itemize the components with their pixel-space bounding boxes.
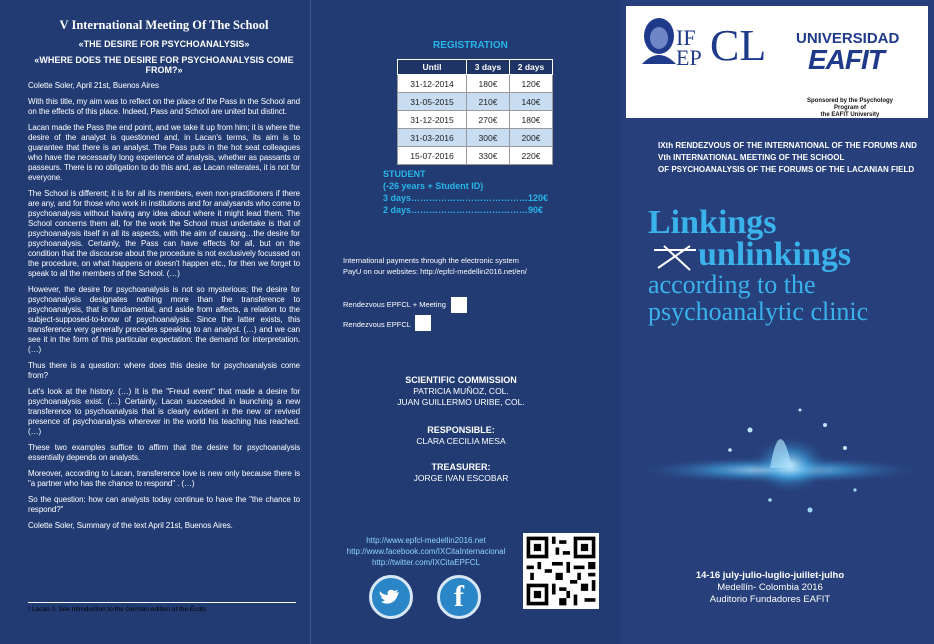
table-row: [398, 129, 553, 147]
cell: 31-12-2015: [398, 111, 467, 129]
cell: 180€: [467, 75, 510, 93]
member-name: PATRICIA MUÑOZ, COL.: [413, 386, 509, 396]
paragraph: The School is different; it is for all its members, even non-practitioners if there are any, and for those who work in institutions and for analysands who come to psychoanalysis without having any idea about where it might lead them. The School concerns them all, for the work the School must undertake is that of psychoanalysis itself in all its aspects, with the aim of causing…the desire for psychoanalysis. Certainly, the Pass can have effects for all, but on the condition that the discourse about the procedure is not exclusively focussed on the procedure, on what happens or doesn't happen etc., for then we forget to speak to all the members of the School. (…): [28, 189, 300, 278]
university-brand: EAFIT: [808, 44, 884, 75]
cell: 31-03-2016: [398, 129, 467, 147]
headline-line-3: according to the: [648, 270, 816, 299]
subtitle-2: «WHERE DOES THE DESIRE FOR PSYCHOANALYSIS COME FROM?»: [34, 55, 294, 75]
student-pricing: [383, 168, 548, 216]
panel-title: V International Meeting Of The School: [59, 18, 269, 32]
paragraph: Lacan made the Pass the end point, and we take it up from him; it is where the desire of the analyst is questioned and, in Lacan's terms, its aim is to guarantee that there is an analyst. The Pass puts in the hot seat colleagues who have the necessarily long experience of analysis, whether as passants or passeurs. There is no obligation to do this and, as Lacan reiterates, it is not for everyone.: [28, 123, 300, 182]
table-row: [398, 93, 553, 111]
event-dates: 14-16 july-julio-luglio-juillet-julho: [695, 570, 845, 581]
student-2days: 2 days…………………………………90€: [383, 205, 544, 215]
footnote: ¹ Lacan J. See Introduction to the German edition of the Écrits: [28, 606, 207, 613]
table-row: [398, 147, 553, 165]
sponsor-note: [790, 98, 910, 119]
twitter-icon[interactable]: [369, 575, 413, 619]
section-heading: RESPONSIBLE:: [427, 425, 495, 435]
footnote-divider: [28, 602, 296, 603]
event-line: OF PSYCHOANALYSIS OF THE FORUMS OF THE LACANIAN FIELD: [658, 165, 915, 174]
checkbox-rendezvous[interactable]: [415, 315, 431, 331]
event-city: Medellín- Colombia 2016: [717, 582, 823, 593]
paragraph: With this title, my aim was to reflect on the place of the Pass in the School and on the effects of this place. Indeed, Pass and School are united but distinct.: [28, 97, 300, 116]
event-description: [658, 140, 917, 176]
treasurer: [361, 462, 561, 484]
portrait-logo-icon: [638, 16, 680, 64]
paragraph: These two examples suffice to affirm that the desire for psychoanalysis essentially depends on analysts.: [28, 443, 300, 462]
website-link[interactable]: http://www.epfcl-medellin2016.net: [366, 536, 486, 545]
epfcl-logo: [676, 25, 702, 70]
text-panel: [0, 0, 310, 644]
headline-linkings: Linkings: [648, 204, 777, 241]
sponsor-line: Program of: [833, 105, 866, 111]
registration-table: [397, 59, 553, 165]
responsible: [361, 425, 561, 447]
paragraph: However, the desire for psychoanalysis is not so mysterious; the desire for psychoanalysis designates nothing more than the transference to psychoanalysis, that is fundamental, and aside from affects, a relation to the subject-supposed-to-know of psychoanalysis. Since the latter exists, this transference very generally precedes speaking to an analyst. (…) and we can see it in the form of this particular expectation: the demand for interpretation. (…): [28, 285, 300, 354]
paragraph: Let's look at the history. (…) It is the "Freud event" that made a desire for psychoanalysis exist. (…) Certainly, Lacan succeeded in launching a new transference to psychoanalysis that is clearly evident in the new or revived presence of psychoanalysis wherever in the world his teaching has reached. (…): [28, 387, 300, 436]
paragraph: Thus there is a question: where does this desire for psychoanalysis come from?: [28, 361, 300, 380]
member-name: CLARA CECILIA MESA: [416, 436, 506, 446]
paragraph: So the question: how can analysts today continue to have the "the chance to respond?": [28, 495, 300, 514]
section-heading: TREASURER:: [431, 462, 491, 472]
logo-ep: EP: [676, 45, 702, 70]
cell: 300€: [467, 129, 510, 147]
scientific-commission: [361, 375, 561, 408]
registration-title: REGISTRATION: [433, 40, 508, 51]
subtitle-1: «THE DESIRE FOR PSYCHOANALYSIS»: [78, 39, 250, 49]
col-header: 2 days: [510, 60, 553, 75]
student-title: STUDENT: [383, 169, 426, 179]
facebook-link[interactable]: http://www.facebook.com/IXCitaInternacional: [346, 547, 506, 556]
headline-unlinkings: unlinkings: [698, 236, 852, 273]
option-label-rendezvous: Rendezvous EPFCL: [343, 320, 411, 329]
cell: 31-12-2014: [398, 75, 467, 93]
cell: 15-07-2016: [398, 147, 467, 165]
cell: 270€: [467, 111, 510, 129]
qr-code-icon: [523, 533, 599, 609]
table-row: [398, 111, 553, 129]
option-label-meeting: Rendezvous EPFCL + Meeting: [343, 300, 446, 309]
twitter-link[interactable]: http://twitter.com/IXCitaEPFCL: [371, 558, 481, 567]
paragraph: Moreover, according to Lacan, transference love is new only because there is "a partner who has the chance to respond" . (…): [28, 469, 300, 488]
student-3days: 3 days…………………………………120€: [383, 193, 549, 203]
logo-if: IF: [676, 25, 696, 50]
cell: 200€: [510, 129, 553, 147]
logo-cl: CL: [710, 21, 767, 70]
payment-info: [343, 255, 527, 277]
col-header: 3 days: [467, 60, 510, 75]
cell: 31-05-2015: [398, 93, 467, 111]
cell: 330€: [467, 147, 510, 165]
university-name: UNIVERSIDAD: [796, 30, 900, 47]
cross-out-icon: [650, 242, 700, 272]
section-heading: SCIENTIFIC COMMISSION: [405, 375, 517, 385]
col-header: Until: [398, 60, 467, 75]
event-line: IXth RENDEZVOUS OF THE INTERNATIONAL OF THE FORUMS AND: [658, 141, 917, 150]
water-splash-image: [620, 370, 934, 540]
cell: 140€: [510, 93, 553, 111]
student-subtitle: (-26 years + Student ID): [383, 181, 484, 191]
paragraph: Colette Soler, April 21st, Buenos Aires: [28, 81, 159, 90]
member-name: JORGE IVAN ESCOBAR: [413, 473, 509, 483]
headline-line-4: psychoanalytic clinic: [648, 297, 869, 326]
cover-panel: [620, 0, 934, 644]
cell: 210€: [467, 93, 510, 111]
logo-area: [626, 6, 928, 118]
sponsor-line: the EAFIT University: [820, 112, 880, 118]
payment-line: PayU on our websites: http://epfcl-medellin2016.net/en/: [343, 267, 527, 276]
event-venue: Auditorio Fundadores EAFIT: [709, 594, 831, 605]
member-name: JUAN GUILLERMO URIBE, COL.: [397, 397, 525, 407]
cell: 120€: [510, 75, 553, 93]
paragraph: Colette Soler, Summary of the text April 21st, Buenos Aires.: [28, 521, 233, 530]
facebook-icon[interactable]: f: [437, 575, 481, 619]
cell: 180€: [510, 111, 553, 129]
registration-panel: [310, 0, 620, 644]
payment-line: International payments through the electronic system: [343, 256, 519, 265]
web-links: [331, 535, 521, 568]
sponsor-line: Sponsored by the Psychology: [806, 98, 893, 104]
event-date-location: [650, 570, 890, 606]
checkbox-meeting[interactable]: [451, 297, 467, 313]
table-row: [398, 75, 553, 93]
cell: 220€: [510, 147, 553, 165]
event-line: Vth INTERNATIONAL MEETING OF THE SCHOOL: [658, 153, 845, 162]
